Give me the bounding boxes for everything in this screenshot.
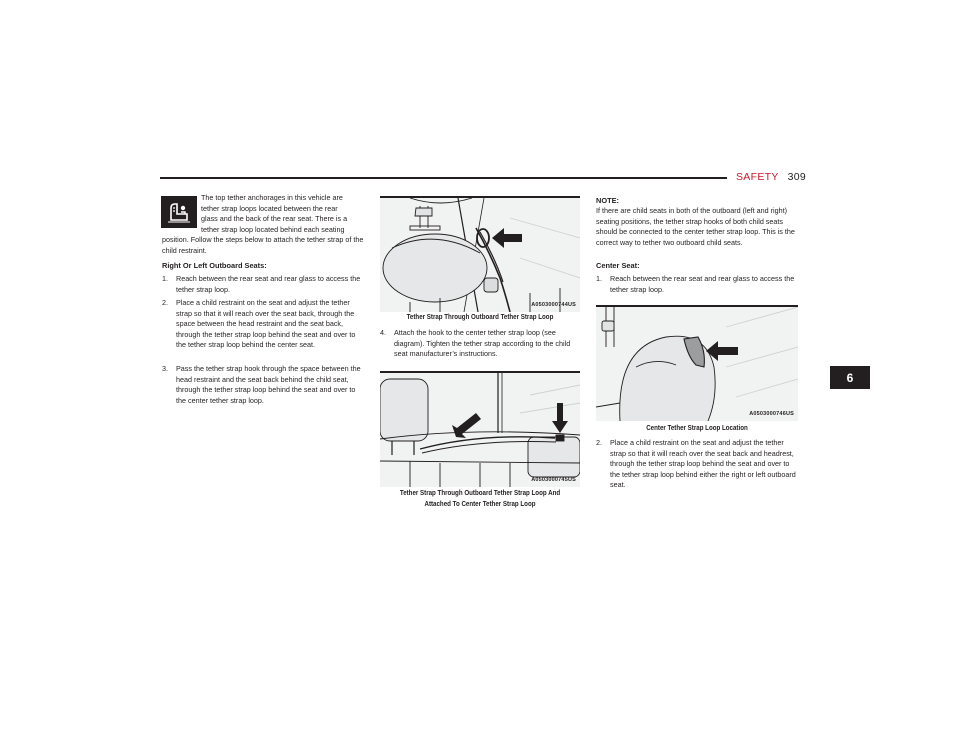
intro-line: tether strap loops located between the rear bbox=[201, 203, 338, 213]
arrow-icon bbox=[492, 228, 522, 248]
figure-caption: Center Tether Strap Loop Location bbox=[646, 423, 748, 432]
list-item bbox=[162, 274, 364, 295]
figure-caption bbox=[394, 488, 566, 509]
figure-code: A0503000745US bbox=[531, 477, 576, 483]
intro-line: The top tether anchorages in this vehicle are bbox=[201, 193, 343, 202]
step-number: 1. bbox=[162, 274, 168, 283]
step-text: Pass the tether strap hook through the space between the head restraint and the seat back behind the child seat, through the tether strap loop behind the seat and over to the center tether strap loop. bbox=[176, 364, 361, 405]
intro-wrapped bbox=[201, 193, 361, 235]
intro-paragraph: position. Follow the steps below to attach the tether strap of the child restraint. bbox=[162, 235, 364, 255]
step-number: 4. bbox=[380, 328, 386, 337]
step-number: 3. bbox=[162, 364, 168, 373]
list-item bbox=[380, 328, 580, 360]
list-item bbox=[596, 438, 798, 491]
note-text: If there are child seats in both of the outboard (left and right) seating positions, the tether strap hooks of both child seats should be connected to the center tether strap loop. This is the correct way to tether two outboard child seats. bbox=[596, 206, 795, 247]
section-title: SAFETY bbox=[736, 171, 779, 183]
figure-code: A0503000746US bbox=[749, 411, 794, 417]
caption-line: Tether Strap Through Outboard Tether Strap Loop And bbox=[399, 488, 561, 497]
running-header bbox=[736, 171, 806, 183]
step-text: Reach between the rear seat and rear glass to access the tether strap loop. bbox=[176, 274, 361, 294]
figure-code: A0503000744US bbox=[531, 302, 576, 308]
header-rule bbox=[160, 177, 727, 179]
figure-center-loop bbox=[596, 305, 798, 421]
list-item bbox=[162, 298, 364, 351]
page-number: 309 bbox=[787, 171, 807, 183]
step-text: Attach the hook to the center tether strap loop (see diagram). Tighten the tether strap according to the child seat manufacturer’s instructions. bbox=[394, 328, 571, 359]
arrow-icon bbox=[452, 413, 481, 438]
step-number: 1. bbox=[596, 274, 602, 283]
outboard-heading: Right Or Left Outboard Seats: bbox=[162, 261, 267, 270]
child-seat-tether-icon bbox=[161, 196, 197, 228]
list-item bbox=[162, 364, 364, 406]
step-text: Place a child restraint on the seat and adjust the tether strap so that it will reach over the seat back and headrest, through the tether strap loop behind the seat and over to the tether strap loop behind either the right or left outboard seat. bbox=[610, 438, 796, 490]
step-number: 2. bbox=[596, 438, 602, 447]
figure-caption: Tether Strap Through Outboard Tether Strap Loop bbox=[406, 312, 554, 321]
caption-line: Attached To Center Tether Strap Loop bbox=[424, 498, 536, 508]
intro-line: glass and the back of the rear seat. There is a bbox=[201, 214, 348, 224]
figure-outboard-tether bbox=[380, 196, 580, 312]
figure-center-tether bbox=[380, 371, 580, 487]
step-text: Place a child restraint on the seat and adjust the tether strap so that it will reach over the seat back, through the space between the head restraint and the seat back, through the tether strap loop behind the seat and over to the tether strap loop behind the center seat. bbox=[176, 298, 356, 350]
step-text: Reach between the rear seat and rear glass to access the tether strap loop. bbox=[610, 274, 795, 294]
center-seat-heading: Center Seat: bbox=[596, 261, 640, 270]
chapter-tab: 6 bbox=[830, 366, 870, 389]
note-label: NOTE: bbox=[596, 196, 619, 205]
list-item bbox=[596, 274, 798, 295]
intro-line: tether strap loop located behind each seating bbox=[201, 224, 345, 234]
step-number: 2. bbox=[162, 298, 168, 307]
